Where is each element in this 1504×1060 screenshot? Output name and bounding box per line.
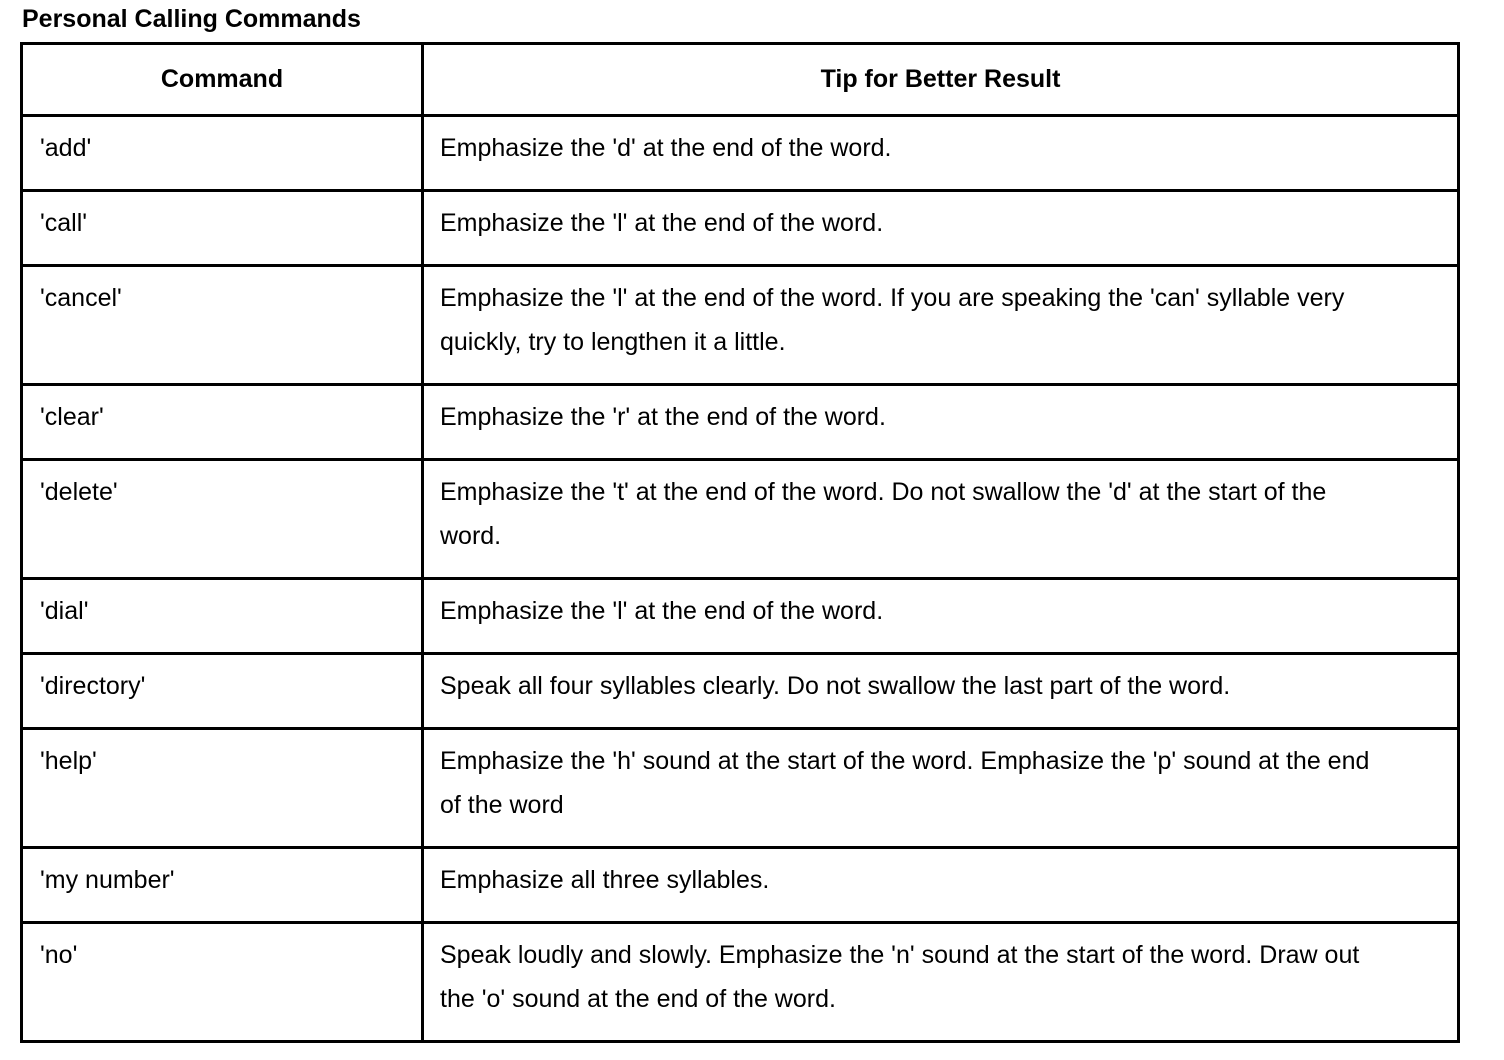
tip-cell [423,385,1459,460]
command-cell [22,266,423,385]
table-row [22,266,1459,385]
command-cell [22,654,423,729]
column-header-command: Command [22,44,423,116]
tip-text: Emphasize the 'l' at the end of the word. If you are speaking the 'can' syllable very quickly, try to lengthen it a little. [440,284,1345,356]
command-cell [22,191,423,266]
table-row [22,385,1459,460]
command-cell [22,116,423,191]
tip-text: Emphasize all three syllables. [440,866,770,894]
table-row [22,729,1459,848]
command-text: 'my number' [40,866,175,894]
command-text: 'cancel' [40,284,122,312]
command-text: 'directory' [40,672,146,700]
tip-text: Emphasize the 'l' at the end of the word. [440,209,884,237]
table-row [22,579,1459,654]
command-text: 'clear' [40,403,104,431]
page-title: Personal Calling Commands [22,5,361,33]
command-cell [22,729,423,848]
tip-cell [423,923,1459,1042]
tip-text: Emphasize the 't' at the end of the word. Do not swallow the 'd' at the start of the word. [440,478,1327,550]
command-text: 'help' [40,747,97,775]
command-text: 'call' [40,209,88,237]
command-cell [22,848,423,923]
table-row [22,848,1459,923]
commands-table [20,42,1460,1043]
table-row [22,191,1459,266]
command-cell [22,923,423,1042]
table-row [22,654,1459,729]
table-header-row [22,44,1459,116]
tip-cell [423,729,1459,848]
table-row [22,923,1459,1042]
tip-cell [423,460,1459,579]
table-row [22,460,1459,579]
tip-text: Speak loudly and slowly. Emphasize the 'n' sound at the start of the word. Draw out the 'o' sound at the end of the word. [440,941,1360,1013]
tip-text: Emphasize the 'h' sound at the start of the word. Emphasize the 'p' sound at the end of the word [440,747,1370,819]
command-text: 'no' [40,941,78,969]
column-header-tip: Tip for Better Result [423,44,1459,116]
tip-text: Emphasize the 'l' at the end of the word. [440,597,884,625]
tip-cell [423,191,1459,266]
tip-cell [423,266,1459,385]
command-cell [22,460,423,579]
command-text: 'add' [40,134,92,162]
tip-cell [423,848,1459,923]
tip-cell [423,116,1459,191]
command-text: 'dial' [40,597,89,625]
tip-cell [423,654,1459,729]
tip-cell [423,579,1459,654]
table-row [22,116,1459,191]
tip-text: Emphasize the 'd' at the end of the word. [440,134,892,162]
tip-text: Emphasize the 'r' at the end of the word. [440,403,886,431]
command-cell [22,579,423,654]
command-text: 'delete' [40,478,118,506]
tip-text: Speak all four syllables clearly. Do not swallow the last part of the word. [440,672,1231,700]
command-cell [22,385,423,460]
